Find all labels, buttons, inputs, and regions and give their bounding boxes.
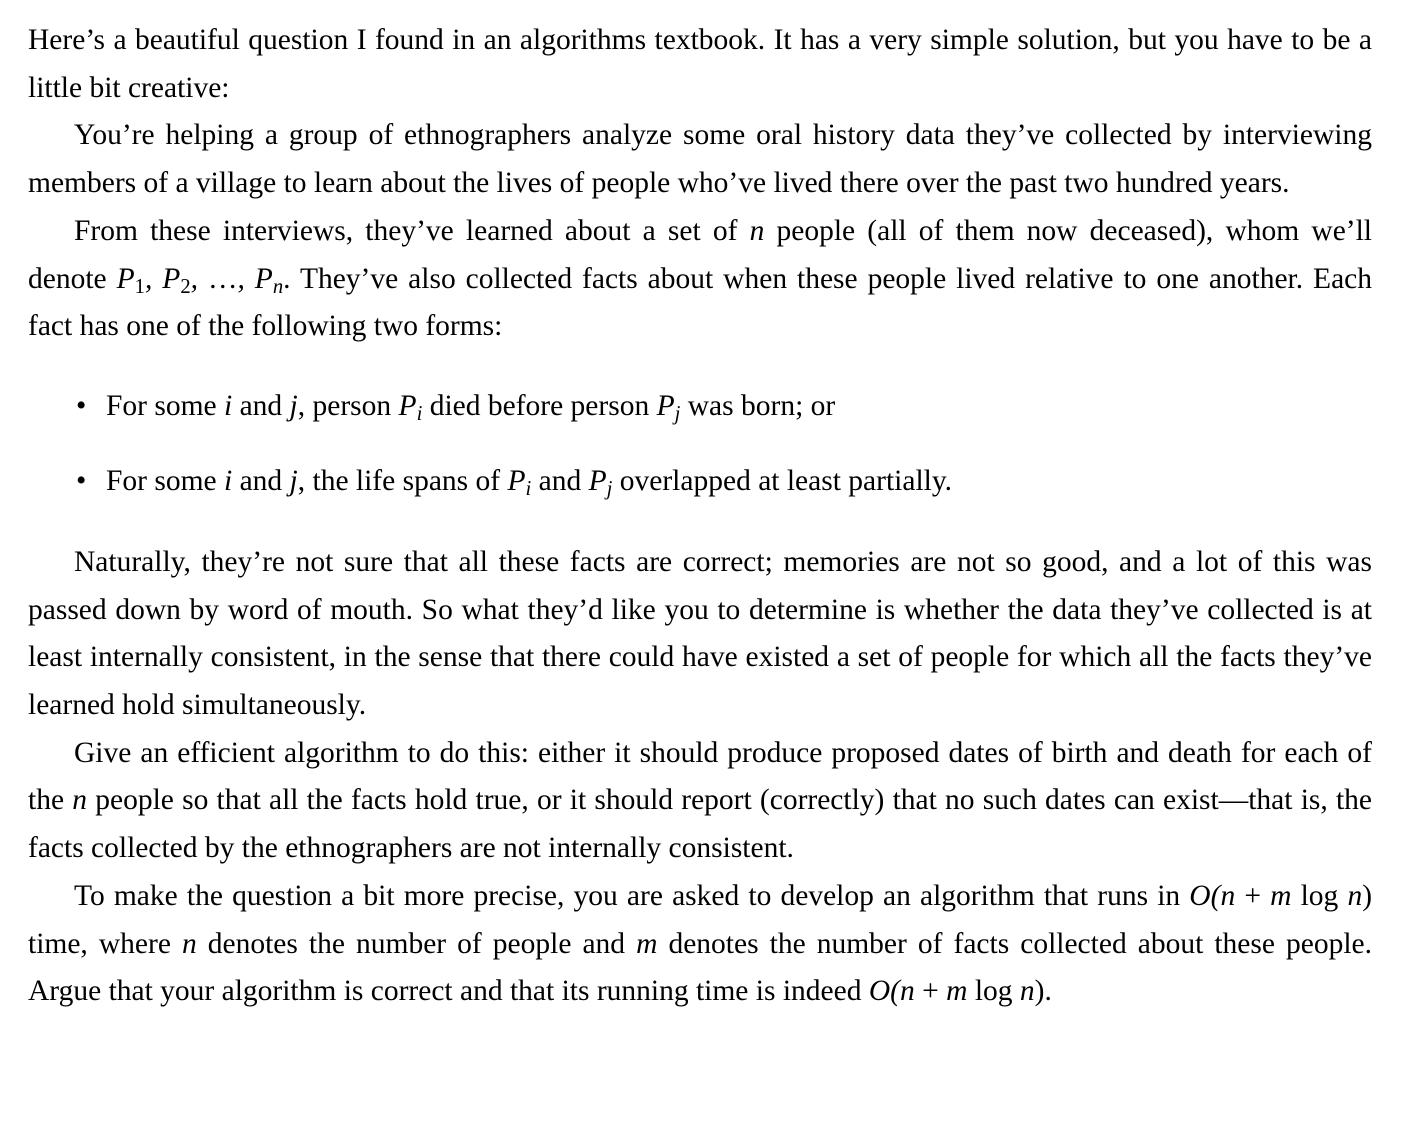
math-complexity: O(n + m log n) xyxy=(1189,879,1373,912)
task-paragraph: Give an efficient algorithm to do this: either it should produce proposed dates of birth and death for each of the n people so that all the facts hold true, or it should report (correctly) that no such dates can exist—that is, the facts collected by the ethnographers are not internally consistent. xyxy=(28,736,1372,865)
intro-paragraph: Here’s a beautiful question I found in an algorithms textbook. It has a very simple solution, but you have to be a little bit creative: xyxy=(28,24,1372,104)
bullet-icon: • xyxy=(76,389,87,422)
list-item: • For some i and j, person $P_i$ died before person $P_j$ was born; or xyxy=(28,383,1372,430)
fact-forms-list xyxy=(28,383,1372,505)
math-n: n xyxy=(749,214,765,247)
list-item: • For some i and j, the life spans of $P_i$ and $P_j$ overlapped at least partially. xyxy=(28,458,1372,505)
math-complexity-end: O(n + m log n) xyxy=(868,975,1045,1008)
complexity-paragraph: To make the question a bit more precise, you are asked to develop an algorithm that runs in O(n + m log n) time, where n denotes the number of people and m denotes the number of facts collected about these people. Argue that your algorithm is correct and that its running time is indeed O(n + m log n). xyxy=(28,879,1373,1008)
textbook-excerpt xyxy=(28,0,1372,1016)
context-paragraph: You’re helping a group of ethnographers analyze some oral history data they’ve collected by interviewing members of a village to learn about the lives of people who’ve lived there over the past two hundred years. xyxy=(28,119,1372,200)
people-paragraph: From these interviews, they’ve learned about a set of n people (all of them now deceased), whom we’ll denote $P_1$, $P_2$, …, $P_n$. They’ve also collected facts about when these people lived relative to one another. Each fact has one of the following two forms: xyxy=(28,214,1373,343)
math-people-list: $P_1$, $P_2$, …, $P_n$ xyxy=(116,262,284,298)
consistency-paragraph: Naturally, they’re not sure that all these facts are correct; memories are not so good, and a lot of this was passed down by word of mouth. So what they’d like you to determine is whether the data they’ve collected is at least internally consistent, in the sense that there could have existed a set of people for which all the facts they’ve learned hold simultaneously. xyxy=(28,545,1372,722)
bullet-icon: • xyxy=(76,464,87,497)
